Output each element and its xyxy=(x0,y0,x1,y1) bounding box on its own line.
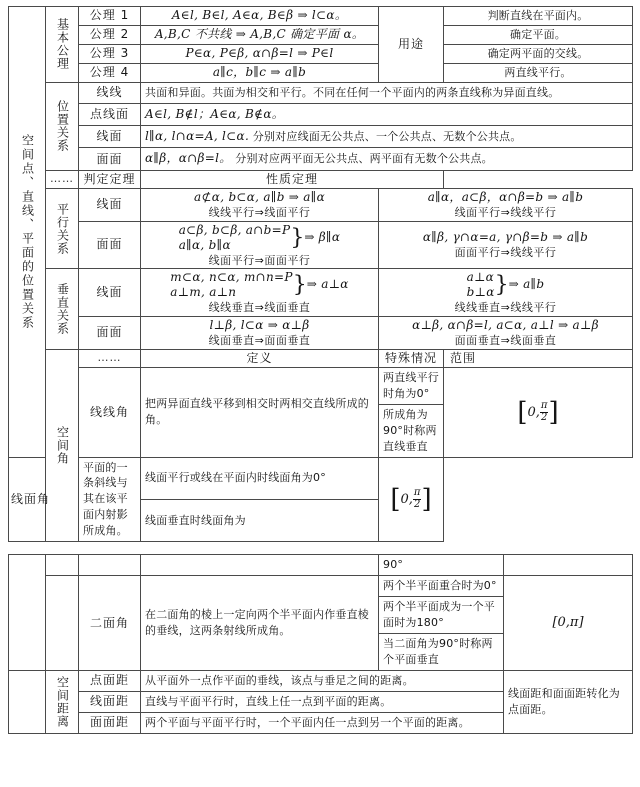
parallel-plane-plane-property-sub: 面面平行⇒线线平行 xyxy=(454,246,557,260)
parallel-line-plane-judgement-sub: 线线平行⇒线面平行 xyxy=(208,205,311,219)
angles-header-row xyxy=(9,349,633,367)
judgement-theorem-header: 判定定理 xyxy=(79,170,141,188)
distance-group-label: 空间距离 xyxy=(46,670,79,733)
table-row xyxy=(9,269,633,317)
perp-plane-plane-judgement-formula: l⊥β, l⊂α ⇒ α⊥β xyxy=(209,318,310,333)
table-row xyxy=(9,25,633,44)
table-row xyxy=(9,44,633,63)
parallel-plane-plane-name: 面面 xyxy=(79,221,141,269)
angle-line-plane-range-den: 2 xyxy=(414,498,421,510)
parallel-plane-plane-judgement-line2: a∥α, b∥α xyxy=(178,237,231,252)
axiom-4-name: 公理 4 xyxy=(79,63,141,82)
position-line-line-content: 共面和异面。共面为相交和平行。不同在任何一个平面内的两条直线称为异面直线。 xyxy=(141,82,633,103)
distance-plane-plane-name: 面面距 xyxy=(79,712,141,733)
brace-icon: } xyxy=(494,272,509,298)
perpendicular-plane-plane-property xyxy=(379,317,633,350)
position-plane-plane-math: α∥β，α∩β=l。 xyxy=(145,151,232,166)
dihedral-angle-special-3: 当二面角为90°时称两个平面垂直 xyxy=(379,633,504,670)
angle-line-line-name: 线线角 xyxy=(79,367,141,457)
perpendicular-group-label: 垂直关系 xyxy=(46,269,79,350)
angle-line-plane-special-1: 线面平行或线在平面内时线面角为0° xyxy=(141,457,379,499)
angle-line-plane-special-continued: 90° xyxy=(379,555,504,576)
angle-line-line-range-den: 2 xyxy=(541,411,548,423)
position-line-plane-math: l∥α, l∩α=A, l⊂α. xyxy=(145,129,250,144)
position-group-label: 位置关系 xyxy=(46,82,79,170)
distance-point-plane-content: 从平面外一点作平面的垂线，该点与垂足之间的距离。 xyxy=(141,670,504,691)
axiom-3-formula: P∈α, P∈β, α∩β=l ⇒ P∈l xyxy=(141,44,379,63)
angles-header-special: 特殊情况 xyxy=(379,349,444,367)
position-line-plane-content xyxy=(141,126,633,148)
table-row xyxy=(9,7,633,26)
perp-line-plane-judgement-sub: 线线垂直⇒线面垂直 xyxy=(208,301,311,315)
axiom-1-name: 公理 1 xyxy=(79,7,141,26)
axiom-3-use: 确定两平面的交线。 xyxy=(444,44,633,63)
table-row xyxy=(9,126,633,148)
theorem-header-dots: …… xyxy=(46,170,79,188)
parallel-line-plane-property-sub: 线面平行⇒线线平行 xyxy=(454,205,557,219)
table-row xyxy=(9,148,633,170)
use-column-label: 用途 xyxy=(379,7,444,83)
axiom-1-use: 判断直线在平面内。 xyxy=(444,7,633,26)
distance-line-plane-name: 线面距 xyxy=(79,691,141,712)
table-row xyxy=(9,221,633,269)
distance-note: 线面距和面面距转化为点面距。 xyxy=(504,670,633,733)
perp-line-plane-property-line1: a⊥α xyxy=(466,270,495,285)
distance-plane-plane-content: 两个平面与平面平行时，一个平面内任一点到另一个平面的距离。 xyxy=(141,712,504,733)
angle-line-plane-special-2: 线面垂直时线面角为 xyxy=(141,499,379,541)
angle-line-plane-definition: 平面的一条斜线与其在该平面内射影所成角。 xyxy=(79,457,141,542)
table-row xyxy=(9,670,633,691)
parallel-line-plane-property xyxy=(379,188,633,221)
brace-icon: } xyxy=(290,224,305,250)
dihedral-angle-definition: 在二面角的棱上一定向两个半平面内作垂直棱的垂线，这两条射线所成角。 xyxy=(141,576,379,671)
table-row xyxy=(9,82,633,103)
table-row xyxy=(9,188,633,221)
table2-name-spacer xyxy=(79,555,141,576)
position-point-line-plane-math: A∈l, B∉l；A∈α, B∉α。 xyxy=(145,106,285,121)
parallel-plane-plane-judgement-sub: 线面平行⇒面面平行 xyxy=(208,253,311,267)
angle-line-plane-range-left: 0, xyxy=(400,491,413,507)
perp-plane-plane-property-formula: α⊥β, α∩β=l, a⊂α, a⊥l ⇒ a⊥β xyxy=(412,318,599,333)
dihedral-angle-name: 二面角 xyxy=(79,576,141,671)
angle-line-line-special-1: 两直线平行时角为0° xyxy=(379,367,444,404)
table2-range-spacer xyxy=(504,555,633,576)
perpendicular-line-plane-judgement xyxy=(141,269,379,317)
axiom-4-formula: a∥c，b∥c ⇒ a∥b xyxy=(141,63,379,82)
parallel-line-plane-judgement xyxy=(141,188,379,221)
position-line-line-name: 线线 xyxy=(79,82,141,103)
position-point-line-plane-content xyxy=(141,103,633,125)
perp-line-plane-property-sub: 线线垂直⇒线线平行 xyxy=(454,301,557,315)
parallel-group-label: 平行关系 xyxy=(46,188,79,269)
parallel-plane-plane-judgement xyxy=(141,221,379,269)
position-plane-plane-text: 分别对应两平面无公共点、两平面有无数个公共点。 xyxy=(235,152,493,166)
axiom-2-use: 确定平面。 xyxy=(444,25,633,44)
table-row xyxy=(9,576,633,597)
table2-definition-spacer xyxy=(141,555,379,576)
angles-header-dots: …… xyxy=(79,349,141,367)
spatial-relations-table xyxy=(8,6,633,542)
axiom-2-name: 公理 2 xyxy=(79,25,141,44)
table-row xyxy=(9,317,633,350)
parallel-plane-plane-judgement-line1: a⊂β, b⊂β, a∩b=P xyxy=(178,222,291,237)
table2-outer-spacer-2 xyxy=(9,670,46,733)
angle-line-line-range: [0, $\frac{\pi}{2}$ ] xyxy=(444,367,633,457)
distance-line-plane-content: 直线与平面平行时，直线上任一点到平面的距离。 xyxy=(141,691,504,712)
perp-line-plane-judgement-line1: m⊂α, n⊂α, m∩n=P xyxy=(170,270,293,285)
angle-line-plane-range-num: π xyxy=(413,487,421,499)
angle-line-line-definition: 把两异面直线平移到相交时两相交直线所成的角。 xyxy=(141,367,379,457)
axioms-group-label: 基本公理 xyxy=(46,7,79,83)
angle-line-line-range-left: 0, xyxy=(527,404,540,420)
table2-outer-spacer xyxy=(9,555,46,671)
angles-header-range: 范围 xyxy=(444,349,633,367)
position-plane-plane-content xyxy=(141,148,633,170)
perp-line-plane-property-line2: b⊥α xyxy=(466,285,495,300)
perp-plane-plane-property-sub: 面面垂直⇒线面垂直 xyxy=(454,334,557,348)
angle-line-plane-name: 线面角 xyxy=(9,457,46,542)
parallel-plane-plane-judgement-result: ⇒ β∥α xyxy=(304,229,341,244)
table-row xyxy=(9,63,633,82)
angle-line-line-special-2: 所成角为90°时称两直线垂直 xyxy=(379,404,444,457)
perp-line-plane-judgement-result: ⇒ a⊥α xyxy=(306,277,349,292)
side-label-text: 空间点、直线、平面的位置关系 xyxy=(20,133,35,330)
parallel-line-plane-name: 线面 xyxy=(79,188,141,221)
position-point-line-plane-name: 点线面 xyxy=(79,103,141,125)
dihedral-and-distance-table xyxy=(8,554,633,733)
table-row xyxy=(9,457,633,499)
parallel-plane-plane-property xyxy=(379,221,633,269)
distance-point-plane-name: 点面距 xyxy=(79,670,141,691)
angle-line-plane-range: [0, $\frac{\pi}{2}$ ] xyxy=(379,457,444,542)
theorem-header-row xyxy=(9,170,633,188)
axiom-2-formula: A,B,C 不共线 ⇒ A,B,C 确定平面 α。 xyxy=(141,25,379,44)
perpendicular-plane-plane-judgement xyxy=(141,317,379,350)
axiom-1-formula: A∈l, B∈l, A∈α, B∈β ⇒ l⊂α。 xyxy=(141,7,379,26)
axiom-4-use: 两直线平行。 xyxy=(444,63,633,82)
property-theorem-header: 性质定理 xyxy=(141,170,444,188)
dihedral-angle-special-2: 两个半平面成为一个平面时为180° xyxy=(379,597,504,634)
parallel-plane-plane-property-formula: α∥β, γ∩α=a, γ∩β=b ⇒ a∥b xyxy=(422,230,589,245)
position-line-plane-name: 线面 xyxy=(79,126,141,148)
angle-line-line-range-num: π xyxy=(540,400,548,412)
table-row xyxy=(9,555,633,576)
dihedral-angle-special-1: 两个半平面重合时为0° xyxy=(379,576,504,597)
perpendicular-plane-plane-name: 面面 xyxy=(79,317,141,350)
table-row xyxy=(9,367,633,404)
side-label-cell xyxy=(9,7,46,458)
perp-line-plane-property-result: ⇒ a∥b xyxy=(508,277,545,292)
position-line-plane-text: 分别对应线面无公共点、一个公共点、无数个公共点。 xyxy=(252,130,522,144)
perp-plane-plane-judgement-sub: 线面垂直⇒面面垂直 xyxy=(208,334,311,348)
perpendicular-line-plane-name: 线面 xyxy=(79,269,141,317)
angles-group-label: 空间角 xyxy=(46,349,79,541)
parallel-line-plane-property-formula: a∥α，a⊂β，α∩β=b ⇒ a∥b xyxy=(427,189,584,204)
position-plane-plane-name: 面面 xyxy=(79,148,141,170)
dihedral-angle-range: [0,π] xyxy=(504,576,633,671)
parallel-line-plane-judgement-formula: a⊄α, b⊂α, a∥b ⇒ a∥α xyxy=(194,189,325,204)
table2-angles-spacer xyxy=(46,555,79,576)
table-row xyxy=(9,103,633,125)
perp-line-plane-judgement-line2: a⊥m, a⊥n xyxy=(170,285,237,300)
perpendicular-line-plane-property xyxy=(379,269,633,317)
angles-header-definition: 定义 xyxy=(141,349,379,367)
axiom-3-name: 公理 3 xyxy=(79,44,141,63)
table2-angles-group-label xyxy=(46,576,79,671)
brace-icon: } xyxy=(292,272,307,298)
